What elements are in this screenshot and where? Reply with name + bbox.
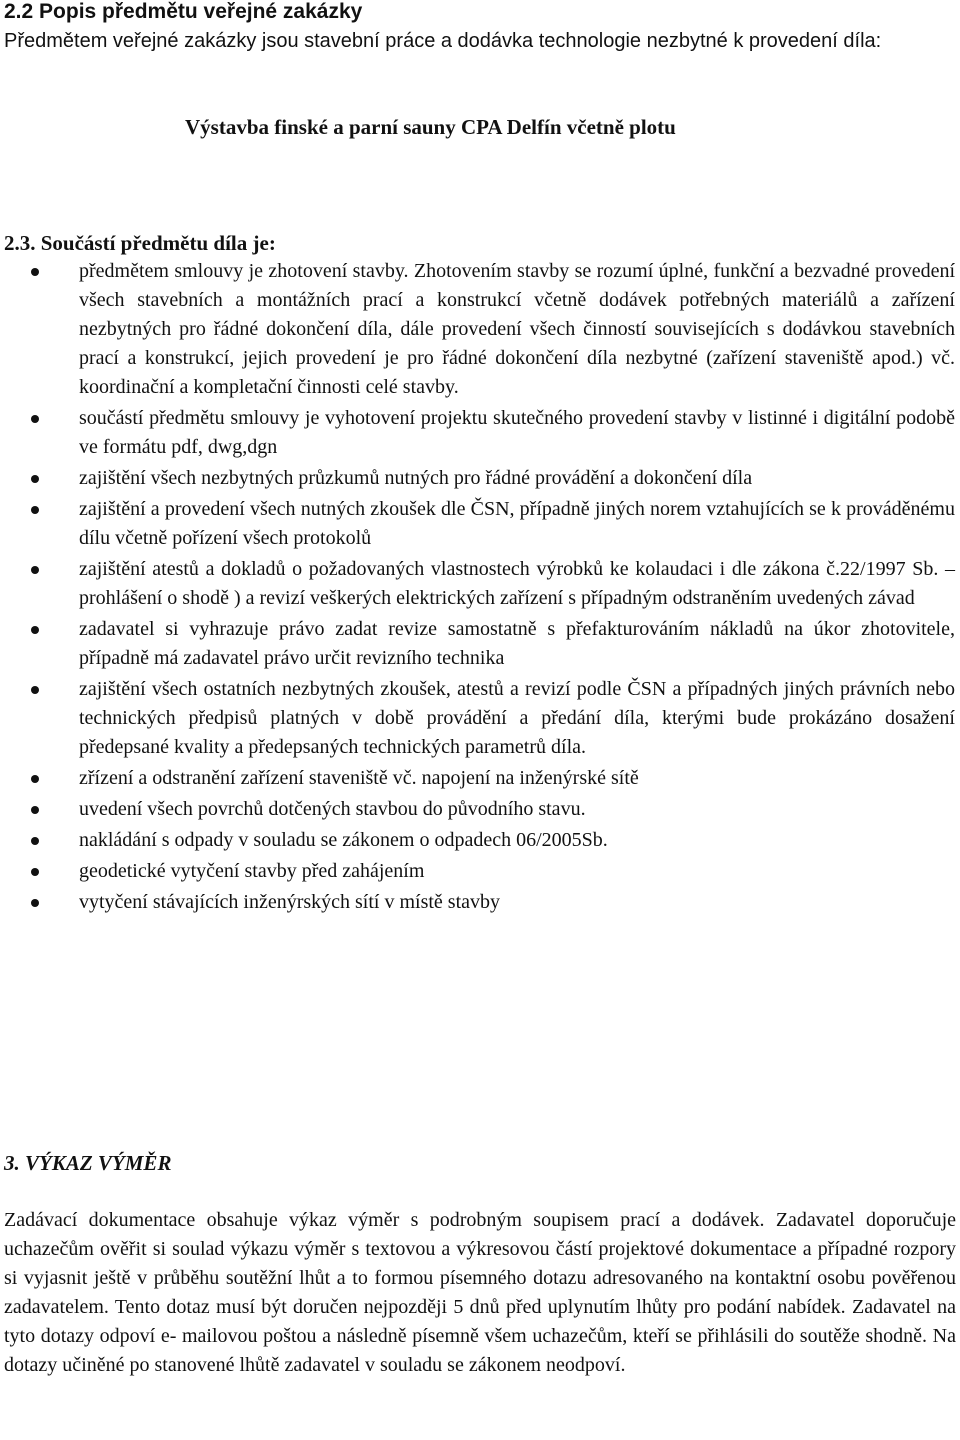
list-item [0, 826, 955, 855]
bullet-icon [31, 566, 39, 574]
section-2-2-intro: Předmětem veřejné zakázky jsou stavební práce a dodávka technologie nezbytné k provedení díla: [4, 30, 882, 52]
section-2-3-heading: 2.3. Součástí předmětu díla je: [4, 231, 276, 255]
section-3-heading: 3. VÝKAZ VÝMĚR [4, 1151, 172, 1175]
list-item [0, 615, 955, 673]
list-item-text: nakládání s odpady v souladu se zákonem o odpadech 06/2005Sb. [79, 829, 608, 851]
list-item [0, 857, 955, 886]
bullet-icon [31, 686, 39, 694]
list-item [0, 555, 955, 613]
list-item [0, 257, 955, 402]
list-item-text: zajištění atestů a dokladů o požadovaných vlastnostech výrobků ke kolaudaci i dle zákona č.22/1997 Sb. – prohlášení o shodě ) a revizí veškerých elektrických zařízení s případným odstraněním uvedených závad [79, 558, 955, 609]
list-item [0, 495, 955, 553]
list-item-text: zadavatel si vyhrazuje právo zadat revize samostatně s přefakturováním nákladů na úkor zhotovitele, případně má zadavatel právo určit revizního technika [79, 618, 955, 669]
section-2-2-heading: 2.2 Popis předmětu veřejné zakázky [4, 0, 363, 23]
list-item [0, 404, 955, 462]
list-item-text: uvedení všech povrchů dotčených stavbou do původního stavu. [79, 798, 586, 820]
bullet-icon [31, 475, 39, 483]
list-item-text: zajištění všech nezbytných průzkumů nutných pro řádné provádění a dokončení díla [79, 467, 753, 489]
list-item-text: zajištění a provedení všech nutných zkoušek dle ČSN, případně jiných norem vztahujících se k prováděnému dílu včetně pořízení všech protokolů [79, 498, 955, 549]
bullet-icon [31, 775, 39, 783]
list-item [0, 464, 955, 493]
list-item-text: vytyčení stávajících inženýrských sítí v místě stavby [79, 891, 501, 913]
list-item-text: předmětem smlouvy je zhotovení stavby. Zhotovením stavby se rozumí úplné, funkční a bezvadné provedení všech stavebních a montážních prací a konstrukcí včetně dodávek potřebných materiálů a zařízení nezbytných pro řádné dokončení díla, dále provedení všech činností souvisejících s dodávkou stavebních prací a konstrukcí, jejich provedení je pro řádné dokončení díla nezbytné (zařízení staveniště apod.) vč. koordinační a kompletační činnosti celé stavby. [79, 260, 955, 398]
bullet-icon [31, 626, 39, 634]
bullet-icon [31, 868, 39, 876]
list-item-text: součástí předmětu smlouvy je vyhotovení projektu skutečného provedení stavby v listinné i digitální podobě ve formátu pdf, dwg,dgn [79, 407, 955, 458]
list-item [0, 764, 955, 793]
list-item [0, 795, 955, 824]
bullet-icon [31, 506, 39, 514]
bullet-icon [31, 268, 39, 276]
list-item-text: geodetické vytyčení stavby před zahájením [79, 860, 425, 882]
list-item-text: zřízení a odstranění zařízení staveniště vč. napojení na inženýrské sítě [79, 767, 639, 789]
bullet-icon [31, 837, 39, 845]
section-3-body: Zadávací dokumentace obsahuje výkaz výměr s podrobným soupisem prací a dodávek. Zadavatel doporučuje uchazečům ověřit si soulad výkazu výměr s textovou a výkresovou částí projektové dokumentace a případné rozpory si vyjasnit ještě v průběhu soutěžní lhůt a to formou písemného dotazu adresovaného na kontaktní osobu pověřenou zadavatelem. Tento dotaz musí být doručen nejpozději 5 dnů před uplynutím lhůty pro podání nabídek. Zadavatel na tyto dotazy odpoví e- mailovou poštou a následně písemně všem uchazečům, kteří se přihlásili do soutěže shodně. Na dotazy učiněné po stanovené lhůtě zadavatel v souladu se zákonem neodpoví. [4, 1209, 956, 1376]
bullet-icon [31, 806, 39, 814]
project-title: Výstavba finské a parní sauny CPA Delfín včetně plotu [185, 115, 676, 139]
list-item [0, 888, 955, 917]
list-item-text: zajištění všech ostatních nezbytných zkoušek, atestů a revizí podle ČSN a případných jiných právních nebo technických předpisů platných v době provádění a předání díla, kterými bude prokázáno dosažení předepsané kvality a předepsaných technických parametrů díla. [79, 678, 955, 758]
bullet-icon [31, 415, 39, 423]
list-item [0, 675, 955, 762]
bullet-icon [31, 899, 39, 907]
scope-list [0, 257, 955, 917]
